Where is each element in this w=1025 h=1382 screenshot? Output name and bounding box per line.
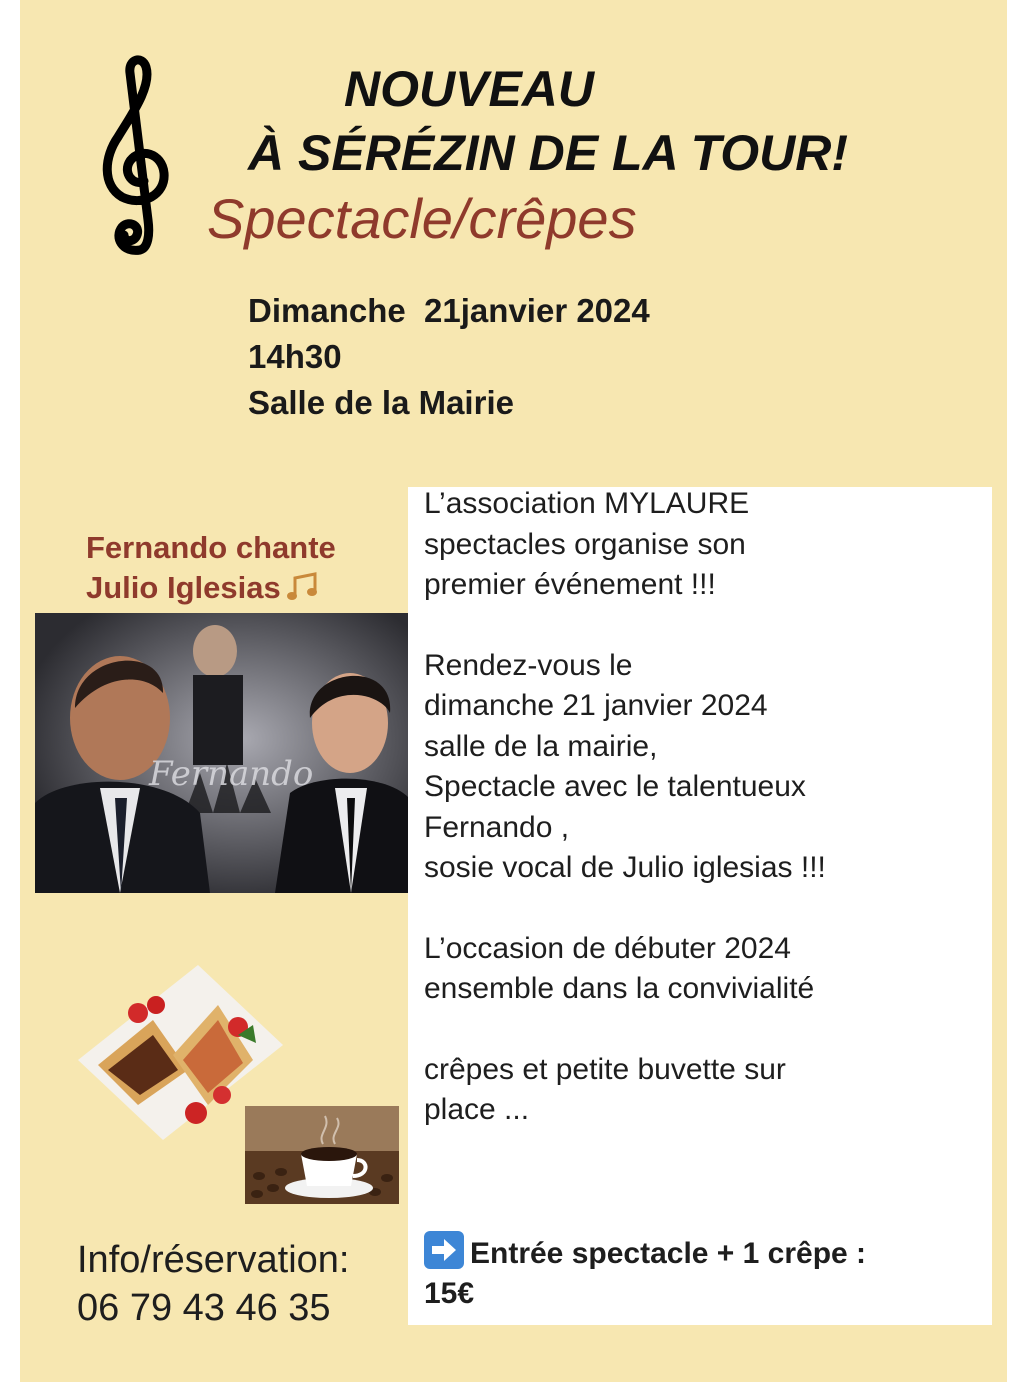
- headline-line1: NOUVEAU: [344, 61, 595, 117]
- contact-phone: 06 79 43 46 35: [77, 1287, 331, 1329]
- right-arrow-icon: [424, 1231, 464, 1269]
- text-line: premier événement !!!: [424, 568, 716, 601]
- event-place: Salle de la Mairie: [248, 384, 514, 421]
- artist-title: [86, 528, 336, 608]
- paragraph-rendezvous: [424, 646, 984, 889]
- music-notes-icon: [287, 572, 323, 602]
- text-line: crêpes et petite buvette sur: [424, 1052, 786, 1086]
- text-line: Rendez-vous le: [424, 648, 633, 682]
- text-line: L’association MYLAURE: [424, 487, 750, 520]
- contact-label: Info/réservation:: [77, 1239, 350, 1281]
- event-time: 14h30: [248, 338, 342, 375]
- entry-line1: Entrée spectacle + 1 crêpe :: [470, 1236, 867, 1270]
- text-line: salle de la mairie,: [424, 729, 658, 763]
- text-line: L’occasion de débuter 2024: [424, 931, 791, 965]
- paragraph-association: [424, 484, 984, 606]
- coffee-image: [245, 1106, 399, 1204]
- event-date: Dimanche 21janvier 2024: [248, 292, 650, 329]
- headline-line2: À SÉRÉZIN DE LA TOUR!: [248, 125, 849, 181]
- text-line: ensemble dans la convivialité: [424, 972, 815, 1005]
- contact-info: [77, 1236, 349, 1332]
- description-text: [424, 484, 984, 1315]
- photo-caption: Fernando: [149, 754, 314, 794]
- artist-title-line2: Julio Iglesias: [86, 570, 281, 605]
- artist-photo: [35, 613, 409, 893]
- artist-title-line1: Fernando chante: [86, 530, 336, 565]
- text-line: Fernando ,: [424, 810, 570, 844]
- text-line: spectacles organise son: [424, 527, 746, 561]
- text-line: Spectacle avec le talentueux: [424, 770, 806, 803]
- paragraph-buvette: [424, 1050, 984, 1131]
- paragraph-occasion: [424, 929, 984, 1010]
- entry-price: [424, 1231, 984, 1315]
- entry-line2: 15€: [424, 1277, 475, 1310]
- treble-clef-icon: [100, 55, 175, 255]
- subtitle: Spectacle/crêpes: [207, 187, 637, 250]
- text-line: sosie vocal de Julio iglesias !!!: [424, 851, 826, 884]
- text-line: place ...: [424, 1093, 530, 1126]
- text-line: dimanche 21 janvier 2024: [424, 689, 768, 722]
- event-info: [248, 288, 650, 426]
